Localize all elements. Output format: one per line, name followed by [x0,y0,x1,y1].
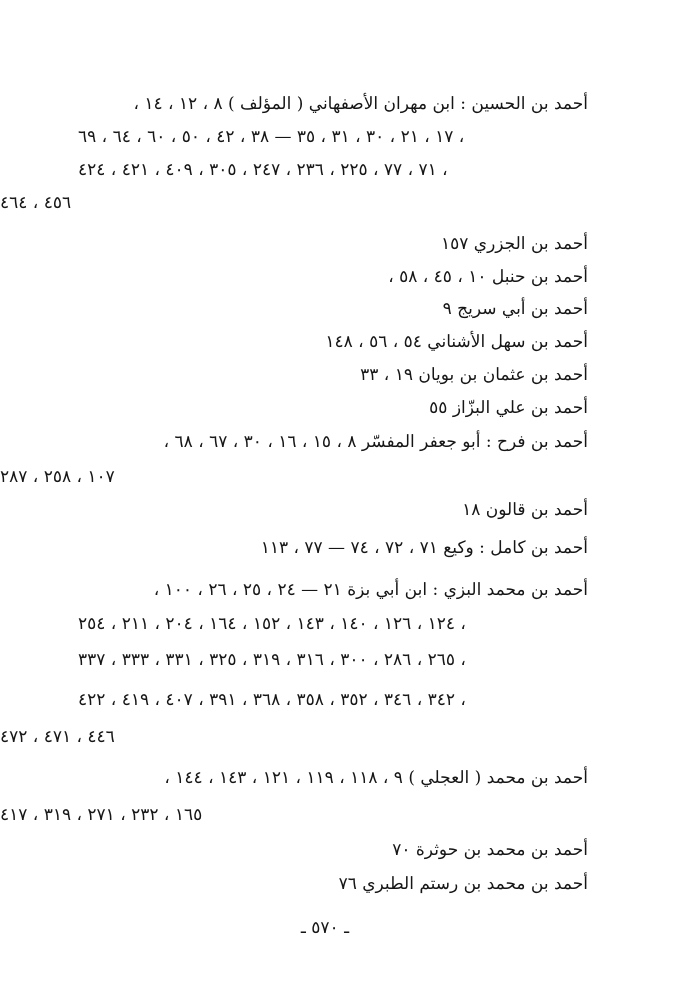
entry-ahmad-ibn-al-husayn-line-1: أحمد بن الحسين : ابن مهران الأصفهاني ( المؤلف ) ٨ ، ١٢ ، ١٤ ، [133,94,588,114]
entry-ahmad-ibn-kamil: أحمد بن كامل : وكيع ٧١ ، ٧٢ ، ٧٤ — ٧٧ ، ١١٣ [260,538,588,558]
entry-ahmad-ibn-muhammad-al-bazzi-line-2: ١٢٤ ، ١٢٦ ، ١٤٠ ، ١٤٣ ، ١٥٢ ، ١٦٤ ، ٢٠٤ ، ٢١١ ، ٢٥٤ ، [78,614,466,634]
entry-ahmad-ibn-muhammad-al-bazzi-line-4: ٣٤٢ ، ٣٤٦ ، ٣٥٢ ، ٣٥٨ ، ٣٦٨ ، ٣٩١ ، ٤٠٧ ، ٤١٩ ، ٤٢٢ ، [78,690,466,710]
entry-ahmad-ibn-muhammad-ibn-rustam: أحمد بن محمد بن رستم الطبري ٧٦ [338,874,588,894]
entry-ahmad-ibn-farah-line-2: ١٠٧ ، ٢٥٨ ، ٢٨٧ [0,467,115,487]
entry-ahmad-ibn-sahl-al-ushnani: أحمد بن سهل الأشناني ٥٤ ، ٥٦ ، ١٤٨ [325,332,588,352]
entry-ahmad-ibn-hanbal: أحمد بن حنبل ١٠ ، ٤٥ ، ٥٨ ، [388,267,588,287]
entry-ahmad-ibn-qalun: أحمد بن قالون ١٨ [462,500,588,520]
entry-ahmad-ibn-muhammad-ibn-hawthara: أحمد بن محمد بن حوثرة ٧٠ [392,840,588,860]
entry-ahmad-ibn-uthman-ibn-buyan: أحمد بن عثمان بن بويان ١٩ ، ٣٣ [360,365,588,385]
entry-ahmad-ibn-ali-al-bazzaz: أحمد بن علي البزّاز ٥٥ [429,398,588,418]
entry-ahmad-ibn-muhammad-al-bazzi-line-3: ٢٦٥ ، ٢٨٦ ، ٣٠٠ ، ٣١٦ ، ٣١٩ ، ٣٢٥ ، ٣٣١ ، ٣٣٣ ، ٣٣٧ ، [78,650,466,670]
entry-ahmad-ibn-farah-line-1: أحمد بن فرح : أبو جعفر المفسّر ٨ ، ١٥ ، ١٦ ، ٣٠ ، ٦٧ ، ٦٨ ، [163,432,588,452]
entry-ahmad-ibn-al-husayn-line-2: ١٧ ، ٢١ ، ٣٠ ، ٣١ ، ٣٥ — ٣٨ ، ٤٢ ، ٥٠ ، ٦٠ ، ٦٤ ، ٦٩ ، [78,127,465,147]
entry-ahmad-ibn-muhammad-al-ijli-line-1: أحمد بن محمد ( العجلي ) ٩ ، ١١٨ ، ١١٩ ، ١٢١ ، ١٤٣ ، ١٤٤ ، [164,768,588,788]
entry-ahmad-ibn-al-husayn-line-3: ٧١ ، ٧٧ ، ٢٢٥ ، ٢٣٦ ، ٢٤٧ ، ٣٠٥ ، ٤٠٩ ، ٤٢١ ، ٤٢٤ ، [78,160,448,180]
entry-ahmad-ibn-muhammad-al-bazzi-line-1: أحمد بن محمد البزي : ابن أبي بزة ٢١ — ٢٤ ، ٢٥ ، ٢٦ ، ١٠٠ ، [153,580,588,600]
entry-ahmad-ibn-al-husayn-line-4: ٤٥٦ ، ٤٦٤ [0,193,72,213]
entry-ahmad-ibn-muhammad-al-ijli-line-2: ١٦٥ ، ٢٣٢ ، ٢٧١ ، ٣١٩ ، ٤١٧ [0,805,203,825]
entry-ahmad-ibn-muhammad-al-bazzi-line-5: ٤٤٦ ، ٤٧١ ، ٤٧٢ [0,727,115,747]
entry-ahmad-ibn-abi-surayj: أحمد بن أبي سريج ٩ [442,299,588,319]
page-number: ـ ٥٧٠ ـ [300,918,350,938]
entry-ahmad-ibn-al-jazari: أحمد بن الجزري ١٥٧ [440,234,588,254]
